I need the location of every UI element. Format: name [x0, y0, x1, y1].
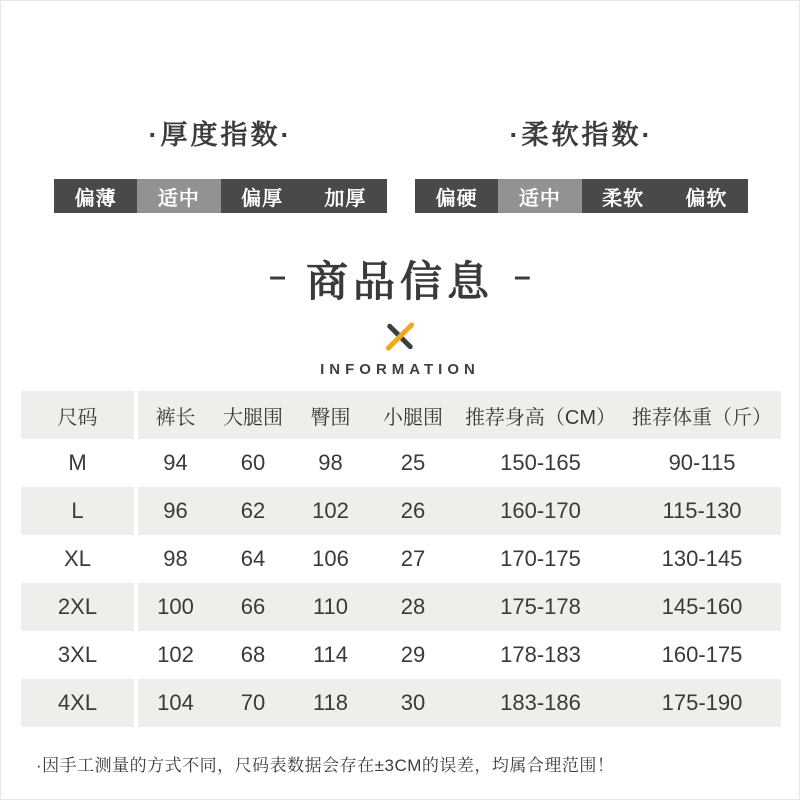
index-section — [1, 113, 799, 213]
table-cell: 110 — [312, 594, 349, 619]
table-cell: XL — [21, 535, 136, 583]
size-table-header-cell: 推荐体重（斤） — [632, 406, 772, 429]
table-row — [21, 439, 781, 487]
index-segment-selected: 适中 — [137, 179, 220, 213]
softness-index-bar — [415, 179, 748, 213]
table-cell: L — [21, 487, 136, 535]
table-cell: 68 — [240, 642, 266, 667]
table-row — [21, 535, 781, 583]
table-cell: 90-115 — [668, 450, 736, 475]
softness-index — [415, 113, 748, 213]
measurement-note: ·因手工测量的方式不同，尺码表数据会存在±3CM的误差，均属合理范围！ — [36, 756, 615, 775]
table-cell: M — [21, 439, 136, 487]
table-cell: 115-130 — [662, 498, 742, 523]
table-cell: 62 — [240, 498, 266, 523]
table-cell: 145-160 — [661, 594, 743, 619]
size-table-header-cell: 裤长 — [155, 406, 196, 429]
table-cell: 28 — [400, 594, 426, 619]
table-row — [21, 487, 781, 535]
thickness-index-bar — [54, 179, 387, 213]
table-cell: 160-175 — [661, 642, 743, 667]
table-cell: 175-178 — [500, 594, 581, 619]
right-dash: – — [514, 260, 531, 293]
section-subtitle: INFORMATION — [320, 361, 480, 378]
size-table-header-row — [21, 391, 781, 439]
table-row — [21, 679, 781, 727]
index-segment: 偏厚 — [221, 179, 304, 213]
index-segment-selected: 适中 — [498, 179, 581, 213]
x-mark-icon — [377, 317, 423, 357]
table-cell: 3XL — [21, 631, 136, 679]
section-title: 商品信息 — [305, 258, 494, 305]
table-cell: 25 — [400, 450, 426, 475]
table-cell: 102 — [157, 642, 194, 667]
table-cell: 30 — [400, 690, 426, 715]
index-segment: 偏薄 — [54, 179, 137, 213]
table-cell: 104 — [157, 690, 194, 715]
table-cell: 178-183 — [500, 642, 581, 667]
table-row — [21, 631, 781, 679]
table-cell: 66 — [240, 594, 266, 619]
table-cell: 183-186 — [500, 690, 581, 715]
table-cell: 26 — [400, 498, 426, 523]
table-cell: 118 — [312, 690, 349, 715]
size-table-header-cell: 尺码 — [21, 391, 136, 439]
size-table-header-cell: 推荐身高（CM） — [464, 406, 617, 429]
left-dash: – — [269, 260, 286, 293]
table-row — [21, 583, 781, 631]
table-cell: 70 — [240, 690, 266, 715]
index-segment: 偏软 — [665, 179, 748, 213]
table-cell: 64 — [240, 546, 266, 571]
table-cell: 98 — [318, 450, 343, 475]
thickness-index — [54, 113, 387, 213]
table-cell: 98 — [163, 546, 188, 571]
index-segment: 偏硬 — [415, 179, 498, 213]
softness-index-title: ·柔软指数· — [509, 120, 654, 150]
table-cell: 94 — [163, 450, 188, 475]
size-table-body — [21, 439, 781, 727]
table-cell: 60 — [240, 450, 266, 475]
size-table-header-cell: 臀围 — [310, 406, 351, 429]
table-cell: 29 — [400, 642, 426, 667]
table-cell: 96 — [163, 498, 188, 523]
table-cell: 106 — [312, 546, 349, 571]
table-cell: 170-175 — [500, 546, 581, 571]
size-table-header-cell: 大腿围 — [223, 406, 283, 429]
table-cell: 114 — [312, 642, 349, 667]
table-cell: 27 — [400, 546, 426, 571]
size-table — [21, 391, 783, 727]
size-table-header-cell: 小腿围 — [383, 406, 443, 429]
table-cell: 150-165 — [500, 450, 581, 475]
table-cell: 4XL — [21, 679, 136, 727]
table-cell: 130-145 — [661, 546, 743, 571]
table-cell: 160-170 — [500, 498, 581, 523]
table-cell: 100 — [157, 594, 194, 619]
index-segment: 加厚 — [304, 179, 387, 213]
index-segment: 柔软 — [582, 179, 665, 213]
thickness-index-title: ·厚度指数· — [148, 120, 293, 150]
table-cell: 2XL — [21, 583, 136, 631]
table-cell: 102 — [312, 498, 349, 523]
table-cell: 175-190 — [661, 690, 743, 715]
product-info-header — [1, 249, 799, 378]
